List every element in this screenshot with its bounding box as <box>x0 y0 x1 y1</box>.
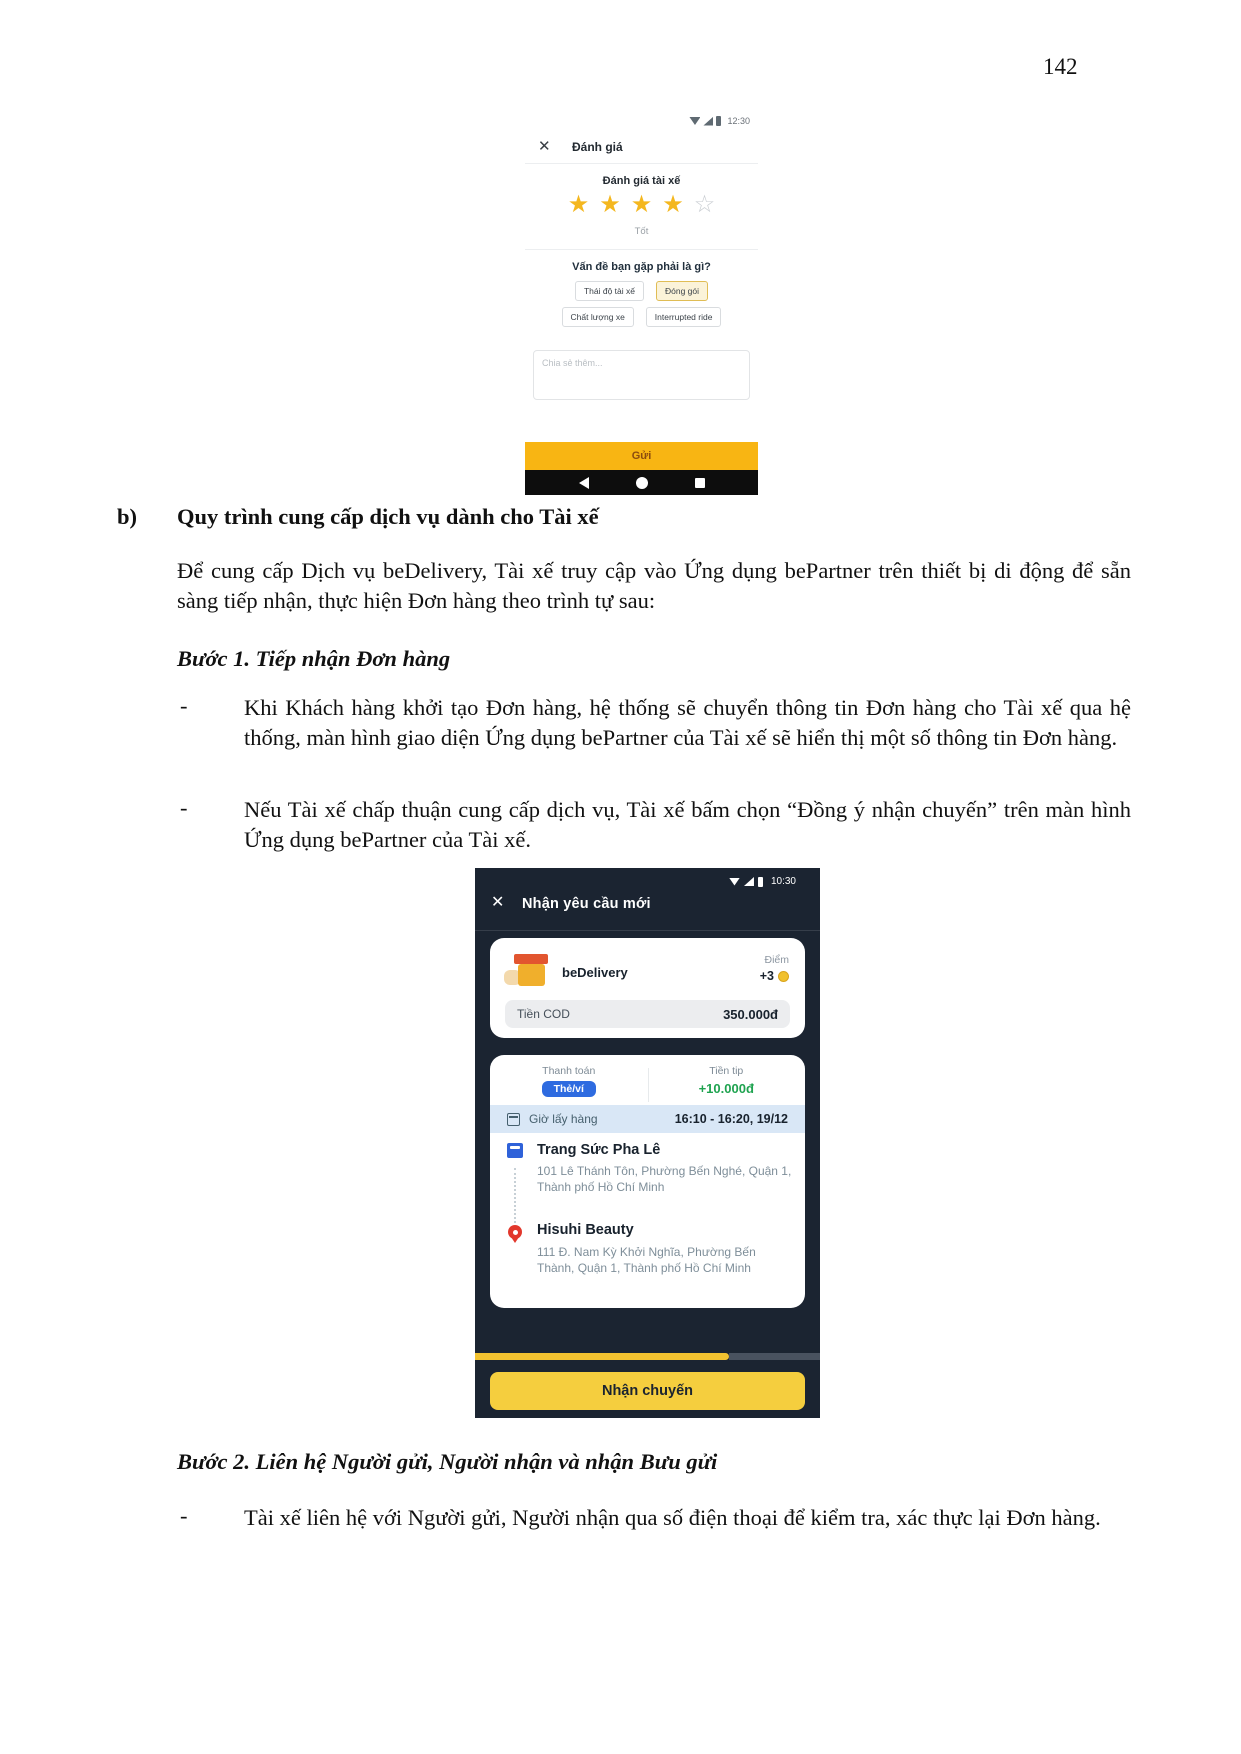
pickup-time-value: 16:10 - 16:20, 19/12 <box>674 1112 788 1126</box>
bullet-text: Tài xế liên hệ với Người gửi, Người nhận qua số điện thoại để kiểm tra, xác thực lại Đơn hàng. <box>244 1505 1101 1530</box>
issue-tag-row <box>525 307 758 327</box>
star-filled-icon[interactable]: ★ <box>662 191 684 218</box>
calendar-icon <box>507 1113 520 1126</box>
divider <box>525 249 758 250</box>
star-rating[interactable] <box>525 193 758 217</box>
rating-subtitle: Đánh giá tài xế <box>602 175 681 187</box>
issue-tag[interactable]: Thái độ tài xế <box>575 281 644 301</box>
points-label: Điểm <box>764 954 789 966</box>
payment-label: Thanh toán <box>542 1065 596 1077</box>
vertical-divider <box>648 1068 649 1102</box>
bullet-marker: - <box>180 795 188 820</box>
progress-remainder <box>729 1353 820 1360</box>
status-bar <box>729 876 796 887</box>
battery-icon <box>758 877 763 887</box>
close-icon[interactable]: ✕ <box>491 894 505 911</box>
cellular-signal-icon <box>744 877 754 886</box>
detail-card <box>490 1055 805 1308</box>
page-number: 142 <box>1043 54 1078 79</box>
accept-button[interactable]: Nhận chuyến <box>490 1372 805 1410</box>
screen-title: Đánh giá <box>572 140 623 154</box>
payment-column <box>490 1060 648 1105</box>
bedelivery-package-icon <box>504 954 548 986</box>
coin-icon <box>778 971 789 982</box>
submit-button[interactable]: Gửi <box>525 442 758 470</box>
comment-input[interactable] <box>533 350 750 400</box>
bullet-text: Nếu Tài xế chấp thuận cung cấp dịch vụ, Tài xế bấm chọn “Đồng ý nhận chuyến” trên màn hình Ứng dụng bePartner của Tài xế. <box>244 797 1131 852</box>
new-request-screen <box>475 868 820 1418</box>
nav-recents-icon[interactable] <box>695 478 705 488</box>
divider <box>525 163 758 164</box>
bullet-item <box>180 693 1131 753</box>
rating-label: Tốt <box>634 226 649 237</box>
issue-tag-row <box>525 281 758 301</box>
battery-icon <box>716 116 721 126</box>
star-empty-icon[interactable]: ☆ <box>693 191 716 218</box>
points-row <box>760 969 789 983</box>
bullet-item <box>180 795 1131 855</box>
bullet-text: Khi Khách hàng khởi tạo Đơn hàng, hệ thống sẽ chuyển thông tin Đơn hàng cho Tài xế qua hệ thống, màn hình giao diện Ứng dụng bePartner của Tài xế sẽ hiển thị một số thông tin Đơn hàng. <box>244 695 1131 750</box>
status-bar <box>689 116 750 126</box>
issue-question: Vấn đề bạn gặp phải là gì? <box>572 261 711 273</box>
service-name: beDelivery <box>562 965 628 980</box>
service-card <box>490 938 805 1038</box>
issue-tag[interactable]: Interrupted ride <box>646 307 722 327</box>
section-title: Quy trình cung cấp dịch vụ dành cho Tài xế <box>177 504 599 529</box>
payment-method-badge: Thẻ/ví <box>542 1081 596 1097</box>
issue-tag[interactable]: Chất lượng xe <box>562 307 634 327</box>
android-nav-bar <box>525 470 758 495</box>
cod-label: Tiền COD <box>517 1007 570 1021</box>
step1-title: Bước 1. Tiếp nhận Đơn hàng <box>177 646 451 671</box>
tip-value: +10.000đ <box>698 1081 754 1096</box>
cod-row <box>505 1000 790 1028</box>
sender-name: Trang Sức Pha Lê <box>537 1142 661 1158</box>
receiver-name: Hisuhi Beauty <box>537 1222 634 1238</box>
payment-tip-row <box>490 1060 805 1105</box>
receiver-address: 111 Đ. Nam Kỳ Khởi Nghĩa, Phường Bến Thành, Quận 1, Thành phố Hồ Chí Minh <box>537 1245 756 1275</box>
close-icon[interactable]: ✕ <box>538 138 551 155</box>
bullet-marker: - <box>180 1503 188 1528</box>
status-time: 12:30 <box>727 116 750 126</box>
countdown-progress-bar <box>475 1353 820 1360</box>
issue-tag-selected[interactable]: Đóng gói <box>656 281 708 301</box>
rating-screen <box>525 103 758 495</box>
section-intro: Để cung cấp Dịch vụ beDelivery, Tài xế truy cập vào Ứng dụng bePartner trên thiết bị di động để sẵn sàng tiếp nhận, thực hiện Đơn hàng theo trình tự sau: <box>177 558 1131 613</box>
bullet-marker: - <box>180 693 188 718</box>
section-label: b) <box>117 504 138 529</box>
star-filled-icon[interactable]: ★ <box>599 191 621 218</box>
pin-icon <box>508 1225 522 1239</box>
pickup-time-label: Giờ lấy hàng <box>529 1112 598 1126</box>
wifi-icon <box>689 117 700 125</box>
bullet-item <box>180 1503 1131 1533</box>
route-connector <box>514 1168 516 1223</box>
pickup-time-row <box>490 1105 805 1133</box>
cellular-signal-icon <box>703 117 713 126</box>
step2-title: Bước 2. Liên hệ Người gửi, Người nhận và nhận Bưu gửi <box>177 1449 718 1474</box>
star-filled-icon[interactable]: ★ <box>567 191 590 218</box>
wifi-icon <box>729 878 740 886</box>
cod-value: 350.000đ <box>723 1006 778 1022</box>
tip-column <box>648 1060 806 1105</box>
points-value: +3 <box>759 969 774 983</box>
sender-address: 101 Lê Thánh Tôn, Phường Bến Nghé, Quận 1, Thành phố Hồ Chí Minh <box>537 1164 792 1194</box>
nav-back-icon[interactable] <box>579 477 589 489</box>
progress-fill <box>475 1353 729 1360</box>
divider <box>475 930 820 931</box>
status-time: 10:30 <box>770 876 796 887</box>
store-icon <box>507 1143 523 1158</box>
star-filled-icon[interactable]: ★ <box>630 191 653 218</box>
nav-home-icon[interactable] <box>636 477 648 489</box>
tip-label: Tiền tip <box>709 1065 744 1077</box>
screen-title: Nhận yêu cầu mới <box>522 896 651 912</box>
